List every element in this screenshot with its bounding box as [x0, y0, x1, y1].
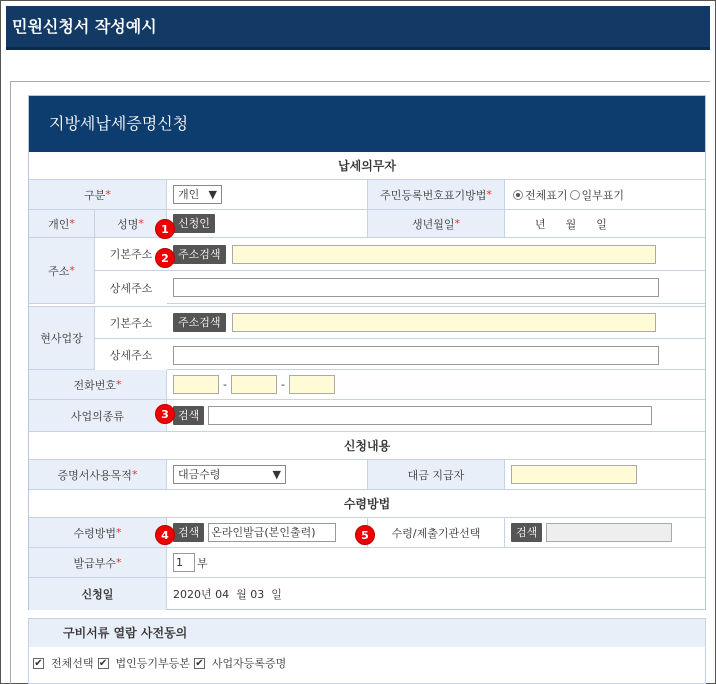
- biz-type-label: 사업의종류: [29, 400, 167, 431]
- row-name: 개인 * 성명 * 신청인 생년월일 * 년 월 일: [29, 210, 705, 238]
- gubun-select[interactable]: 개인 ▼: [173, 185, 222, 204]
- consent-checkbox-biz-registration[interactable]: ✔: [195, 657, 204, 669]
- purpose-label: 증명서사용목적 *: [29, 460, 167, 489]
- row-workplace: 현사업장 기본주소 주소검색 상세주소: [29, 306, 705, 370]
- receive-method-label: 수령방법 *: [29, 518, 167, 547]
- section-taxpayer: 납세의무자: [29, 152, 705, 180]
- individual-label: 개인 *: [29, 210, 95, 237]
- form-title: 지방세납세증명신청: [29, 96, 705, 152]
- annotation-badge-4: 4: [155, 525, 175, 545]
- annotation-badge-2: 2: [155, 248, 175, 268]
- consent-box: [28, 618, 706, 684]
- rrn-full-radio[interactable]: [513, 190, 523, 200]
- detail-address-input[interactable]: [173, 278, 659, 297]
- payer-label: 대금 지급자: [367, 460, 505, 489]
- date-label: 신청일: [29, 578, 167, 610]
- section-request: 신청내용: [29, 432, 705, 460]
- phone-label: 전화번호 *: [29, 370, 167, 399]
- name-label: 성명 *: [95, 210, 167, 237]
- copies-input[interactable]: 1: [173, 553, 195, 572]
- annotation-badge-5: 5: [355, 525, 375, 545]
- receive-org-input: [546, 523, 672, 542]
- copies-label: 발급부수 *: [29, 548, 167, 577]
- consent-options: ✔ 전체선택 ✔ 법인등기부등본 ✔ 사업자등록증명: [34, 657, 287, 670]
- rrn-partial-radio[interactable]: [570, 190, 580, 200]
- date-value: 2020년 04 월 03 일: [173, 588, 282, 601]
- address-search-button[interactable]: 주소검색: [173, 245, 226, 264]
- annotation-badge-3: 3: [155, 404, 175, 424]
- consent-checkbox-corp-registry[interactable]: ✔: [98, 657, 108, 669]
- row-gubun: 구분 * 개인 ▼ 주민등록번호표기방법 * 전체표기 일부표기: [29, 180, 705, 210]
- consent-title: 구비서류 열람 사전동의: [29, 619, 705, 647]
- gubun-label: 구분 *: [29, 180, 167, 209]
- phone-part3-input[interactable]: [289, 375, 335, 394]
- consent-checkbox-all[interactable]: ✔: [34, 657, 43, 669]
- dropdown-arrow-icon: ▼: [272, 468, 281, 481]
- dropdown-arrow-icon: ▼: [208, 188, 217, 201]
- receive-method-search-button[interactable]: 검색: [173, 523, 204, 542]
- row-purpose: [29, 460, 705, 490]
- phone-part2-input[interactable]: [231, 375, 277, 394]
- phone-part1-input[interactable]: [173, 375, 219, 394]
- row-address: 주소 * 기본주소 주소검색 상세주소: [29, 238, 705, 304]
- row-biz-type: [29, 400, 705, 432]
- page-title: 민원신청서 작성예시: [6, 6, 710, 50]
- biz-type-input[interactable]: [208, 406, 652, 425]
- workplace-address-search-button[interactable]: 주소검색: [173, 313, 226, 332]
- receive-org-label: 수령/제출기관선택: [367, 518, 505, 547]
- address-label: 주소 *: [29, 238, 95, 303]
- section-receive: 수령방법: [29, 490, 705, 518]
- basic-address-input[interactable]: [232, 245, 656, 264]
- row-copies: 발급부수 * 1 부: [29, 548, 705, 578]
- applicant-button[interactable]: 신청인: [173, 214, 215, 233]
- receive-org-search-button[interactable]: 검색: [511, 523, 542, 542]
- purpose-select[interactable]: 대금수령 ▼: [173, 465, 286, 484]
- workplace-basic-address-input[interactable]: [232, 313, 656, 332]
- workplace-label: 현사업장: [29, 307, 95, 369]
- workplace-detail-address-input[interactable]: [173, 346, 659, 365]
- biz-type-search-button[interactable]: 검색: [173, 406, 204, 425]
- row-date: [29, 578, 705, 610]
- annotation-badge-1: 1: [155, 219, 175, 239]
- rrn-method-label: 주민등록번호표기방법 *: [367, 180, 505, 209]
- payer-input[interactable]: [511, 465, 637, 484]
- receive-method-input[interactable]: 온라인발급(본인출력): [208, 523, 336, 542]
- row-phone: 전화번호 * - -: [29, 370, 705, 400]
- birth-label: 생년월일 *: [367, 210, 505, 237]
